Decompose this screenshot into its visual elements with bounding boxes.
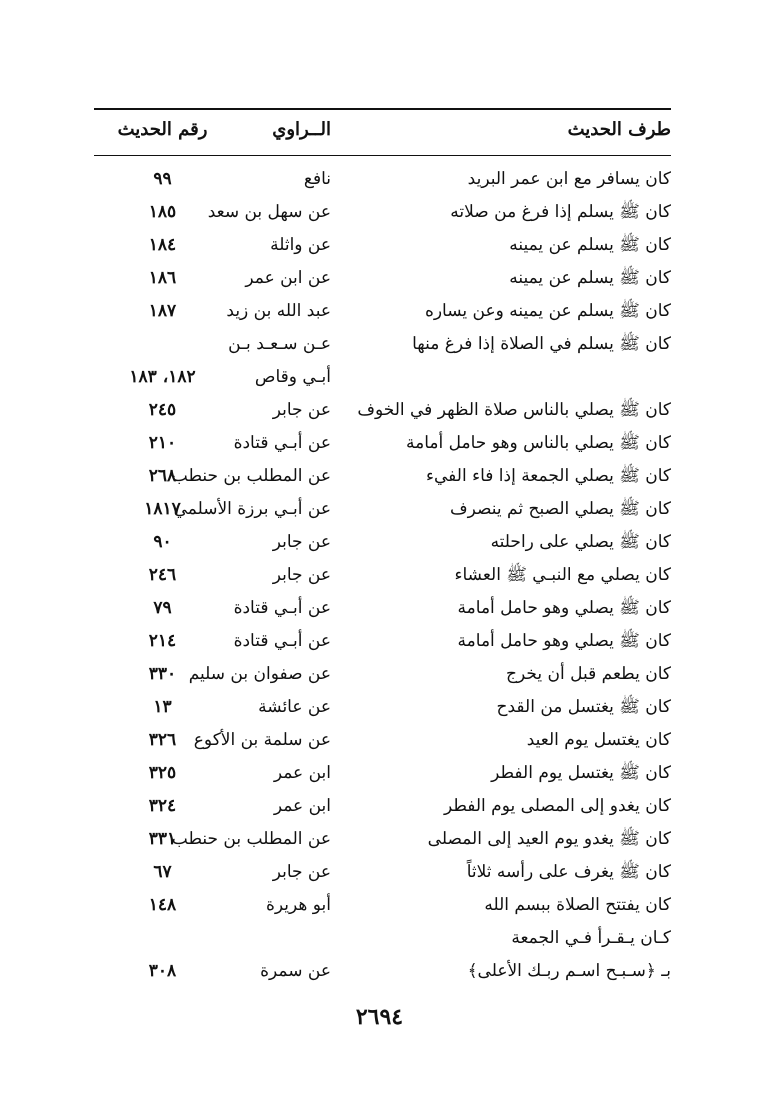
narrator: عن واثلة (270, 235, 331, 255)
hadith-number: ٩٠ (153, 532, 172, 552)
table-row (94, 625, 671, 658)
narrator: عن أبـي قتادة (233, 598, 331, 618)
hadith-text: كان ﷺ يسلم عن يمينه وعن يساره (424, 301, 671, 321)
hadith-text: كان يصلي مع النبـي ﷺ العشاء (454, 565, 671, 585)
hadith-text: كان ﷺ يصلي بالناس وهو حامل أمامة (406, 433, 671, 453)
hadith-number: ٩٩ (153, 169, 172, 189)
table-row (94, 559, 671, 592)
narrator: عن أبـي قتادة (233, 433, 331, 453)
table-row (94, 427, 671, 460)
hadith-number: ١٨٥ (148, 202, 177, 222)
hadith-number: ٣٢٤ (148, 796, 177, 816)
hadith-text: كان ﷺ يغتسل يوم الفطر (491, 763, 671, 783)
table-row (94, 295, 671, 328)
hadith-number: ١٨٢، ١٨٣ (129, 367, 196, 387)
hadith-index-table (94, 163, 671, 988)
narrator: عن جابر (272, 400, 331, 420)
hadith-text: كان ﷺ يغتسل من القدح (496, 697, 671, 717)
narrator: عن أبـي قتادة (233, 631, 331, 651)
hadith-number: ٢٤٦ (148, 565, 177, 585)
narrator: عن المطلب بن حنطب (171, 466, 331, 486)
table-row (94, 163, 671, 196)
hadith-number: ١٨١٧ (144, 499, 181, 519)
narrator: عن جابر (272, 862, 331, 882)
narrator: عن المطلب بن حنطب (171, 829, 331, 849)
narrator: عن ابن عمر (245, 268, 331, 288)
narrator: نافع (303, 169, 331, 189)
hadith-number: ٢١٤ (148, 631, 177, 651)
page-number: ٢٦٩٤ (355, 1004, 404, 1030)
hadith-text: كان ﷺ يصلي على راحلته (490, 532, 671, 552)
hadith-text: كان ﷺ يصلي بالناس صلاة الظهر في الخوف (357, 400, 671, 420)
hadith-number: ٢١٠ (148, 433, 177, 453)
table-row (94, 229, 671, 262)
narrator: أبـي وقاص (254, 367, 331, 387)
narrator: عـن سـعـد بـن (228, 334, 331, 354)
table-row (94, 658, 671, 691)
hadith-number: ١٨٦ (148, 268, 177, 288)
narrator: عن صفوان بن سليم (188, 664, 331, 684)
header-hadith-label: طرف الحديث (567, 119, 671, 140)
table-row (94, 889, 671, 922)
narrator: ابن عمر (273, 796, 331, 816)
table-row (94, 262, 671, 295)
hadith-number: ٢٦٨ (148, 466, 177, 486)
table-row (94, 394, 671, 427)
table-row (94, 691, 671, 724)
hadith-text: كان ﷺ يصلي الصبح ثم ينصرف (450, 499, 671, 519)
hadith-number: ٣٢٥ (148, 763, 177, 783)
header-rawi-label: الــراوي (272, 119, 331, 140)
hadith-text: كان يفتتح الصلاة ببسم الله (484, 895, 671, 915)
narrator: عن سلمة بن الأكوع (193, 730, 331, 750)
table-header (94, 115, 671, 151)
hadith-text: كان ﷺ يغرف على رأسه ثلاثاً (466, 862, 671, 882)
table-row (94, 592, 671, 625)
hadith-number: ٣٢٦ (148, 730, 177, 750)
table-row (94, 328, 671, 361)
hadith-text: كان يغدو إلى المصلى يوم الفطر (443, 796, 671, 816)
hadith-number: ٣٣١ (148, 829, 177, 849)
narrator: عن أبـي برزة الأسلمي (173, 499, 331, 519)
hadith-number: ٢٤٥ (148, 400, 177, 420)
table-row (94, 460, 671, 493)
hadith-number: ٧٩ (153, 598, 172, 618)
narrator: عن جابر (272, 565, 331, 585)
hadith-number: ١٨٧ (148, 301, 177, 321)
hadith-number: ٣٠٨ (148, 961, 177, 981)
hadith-text: كان يسافر مع ابن عمر البريد (467, 169, 671, 189)
hadith-text: كان ﷺ يسلم عن يمينه (509, 268, 671, 288)
hadith-number: ١٨٤ (148, 235, 177, 255)
hadith-text: كان يغتسل يوم العيد (526, 730, 671, 750)
hadith-text: كان ﷺ يصلي وهو حامل أمامة (457, 598, 671, 618)
table-row (94, 856, 671, 889)
narrator: ابن عمر (273, 763, 331, 783)
hadith-number: ٦٧ (153, 862, 172, 882)
narrator: عن سهل بن سعد (207, 202, 331, 222)
narrator: عن عائشة (258, 697, 331, 717)
table-row (94, 790, 671, 823)
top-rule (94, 108, 671, 110)
header-rule (94, 155, 671, 156)
narrator: أبو هريرة (265, 895, 331, 915)
table-row (94, 757, 671, 790)
table-row (94, 196, 671, 229)
hadith-text: كان ﷺ يصلي وهو حامل أمامة (457, 631, 671, 651)
hadith-text: كان يطعم قبل أن يخرج (506, 664, 671, 684)
table-row (94, 493, 671, 526)
hadith-text: كـان يـقـرأ فـي الجمعة (511, 928, 671, 948)
table-row (94, 955, 671, 988)
table-row (94, 361, 671, 394)
hadith-text: كان ﷺ يسلم في الصلاة إذا فرغ منها (412, 334, 671, 354)
narrator: عن سمرة (260, 961, 331, 981)
narrator: عن جابر (272, 532, 331, 552)
hadith-text: كان ﷺ يغدو يوم العيد إلى المصلى (427, 829, 671, 849)
hadith-text: بـ ﴿سـبـح اسـم ربـك الأعلى﴾ (467, 961, 671, 981)
hadith-text: كان ﷺ يصلي الجمعة إذا فاء الفيء (426, 466, 671, 486)
hadith-number: ٣٣٠ (148, 664, 177, 684)
table-row (94, 922, 671, 955)
table-row (94, 526, 671, 559)
hadith-number: ١٣ (153, 697, 172, 717)
hadith-text: كان ﷺ يسلم عن يمينه (509, 235, 671, 255)
table-row (94, 724, 671, 757)
narrator: عبد الله بن زيد (226, 301, 331, 321)
hadith-text: كان ﷺ يسلم إذا فرغ من صلاته (450, 202, 671, 222)
header-number-label: رقم الحديث (117, 119, 208, 140)
hadith-number: ١٤٨ (148, 895, 177, 915)
table-row (94, 823, 671, 856)
